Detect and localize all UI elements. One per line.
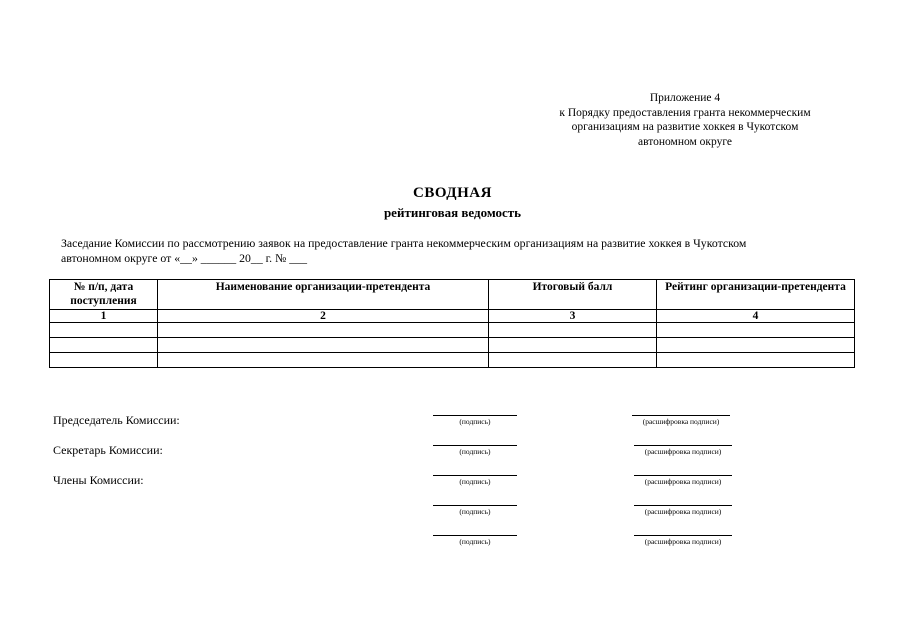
decoding-caption: (расшифровка подписи) — [642, 417, 720, 426]
secretary-label: Секретарь Комиссии: — [53, 443, 163, 457]
signature-caption: (подпись) — [459, 477, 491, 486]
table-cell — [657, 323, 855, 338]
members-label: Члены Комиссии: — [53, 473, 144, 487]
header-number-date: № п/п, дата поступления — [50, 280, 158, 310]
document-title: СВОДНАЯ — [413, 185, 492, 201]
table-cell — [158, 353, 489, 368]
decoding-line — [634, 535, 732, 536]
appendix-line-1: Приложение 4 — [649, 92, 721, 104]
appendix-line-2: к Порядку предоставления гранта некоммерческим — [559, 106, 811, 119]
signature-line — [433, 445, 517, 446]
column-number-2: 2 — [158, 310, 489, 323]
table-row — [50, 323, 855, 338]
table-cell — [489, 323, 657, 338]
meeting-line-2: автономном округе от «__» ______ 20__ г. № ___ — [61, 251, 307, 265]
decoding-caption: (расшифровка подписи) — [644, 507, 722, 516]
table-row — [50, 338, 855, 353]
chairman-label: Председатель Комиссии: — [53, 413, 180, 427]
appendix-block — [520, 91, 850, 149]
decoding-caption: (расшифровка подписи) — [644, 447, 722, 456]
appendix-line-4: автономном округе — [637, 135, 733, 148]
signature-line — [433, 535, 517, 536]
header-organization-name: Наименование организации-претендента — [158, 280, 489, 310]
header-total-score: Итоговый балл — [489, 280, 657, 310]
table-cell — [50, 338, 158, 353]
decoding-line — [632, 415, 730, 416]
header-organization-rating: Рейтинг организации-претендента — [657, 280, 855, 310]
appendix-line-3: организациям на развитие хоккея в Чукотском — [571, 121, 799, 133]
decoding-line — [634, 505, 732, 506]
document-subtitle: рейтинговая ведомость — [383, 205, 522, 220]
decoding-line — [634, 475, 732, 476]
column-number-4: 4 — [657, 310, 855, 323]
signature-line — [433, 415, 517, 416]
table-cell — [50, 323, 158, 338]
table-cell — [50, 353, 158, 368]
signature-caption: (подпись) — [459, 417, 491, 426]
signature-line — [433, 475, 517, 476]
table-cell — [489, 338, 657, 353]
table-cell — [489, 353, 657, 368]
table-cell — [158, 338, 489, 353]
decoding-line — [634, 445, 732, 446]
signature-caption: (подпись) — [459, 447, 491, 456]
signature-line — [433, 505, 517, 506]
column-number-1: 1 — [50, 310, 158, 323]
column-numbers-row — [50, 310, 855, 323]
signature-caption: (подпись) — [459, 507, 491, 516]
meeting-description — [61, 236, 841, 266]
table-cell — [657, 353, 855, 368]
column-number-3: 3 — [489, 310, 657, 323]
table-header-row — [50, 280, 855, 310]
rating-table — [49, 279, 855, 368]
decoding-caption: (расшифровка подписи) — [644, 537, 722, 546]
meeting-line-1: Заседание Комиссии по рассмотрению заявок на предоставление гранта некоммерческим организациям на развитие хоккея в Чукотском — [61, 236, 747, 250]
table-row — [50, 353, 855, 368]
decoding-caption: (расшифровка подписи) — [644, 477, 722, 486]
signature-caption: (подпись) — [459, 537, 491, 546]
table-cell — [158, 323, 489, 338]
table-cell — [657, 338, 855, 353]
